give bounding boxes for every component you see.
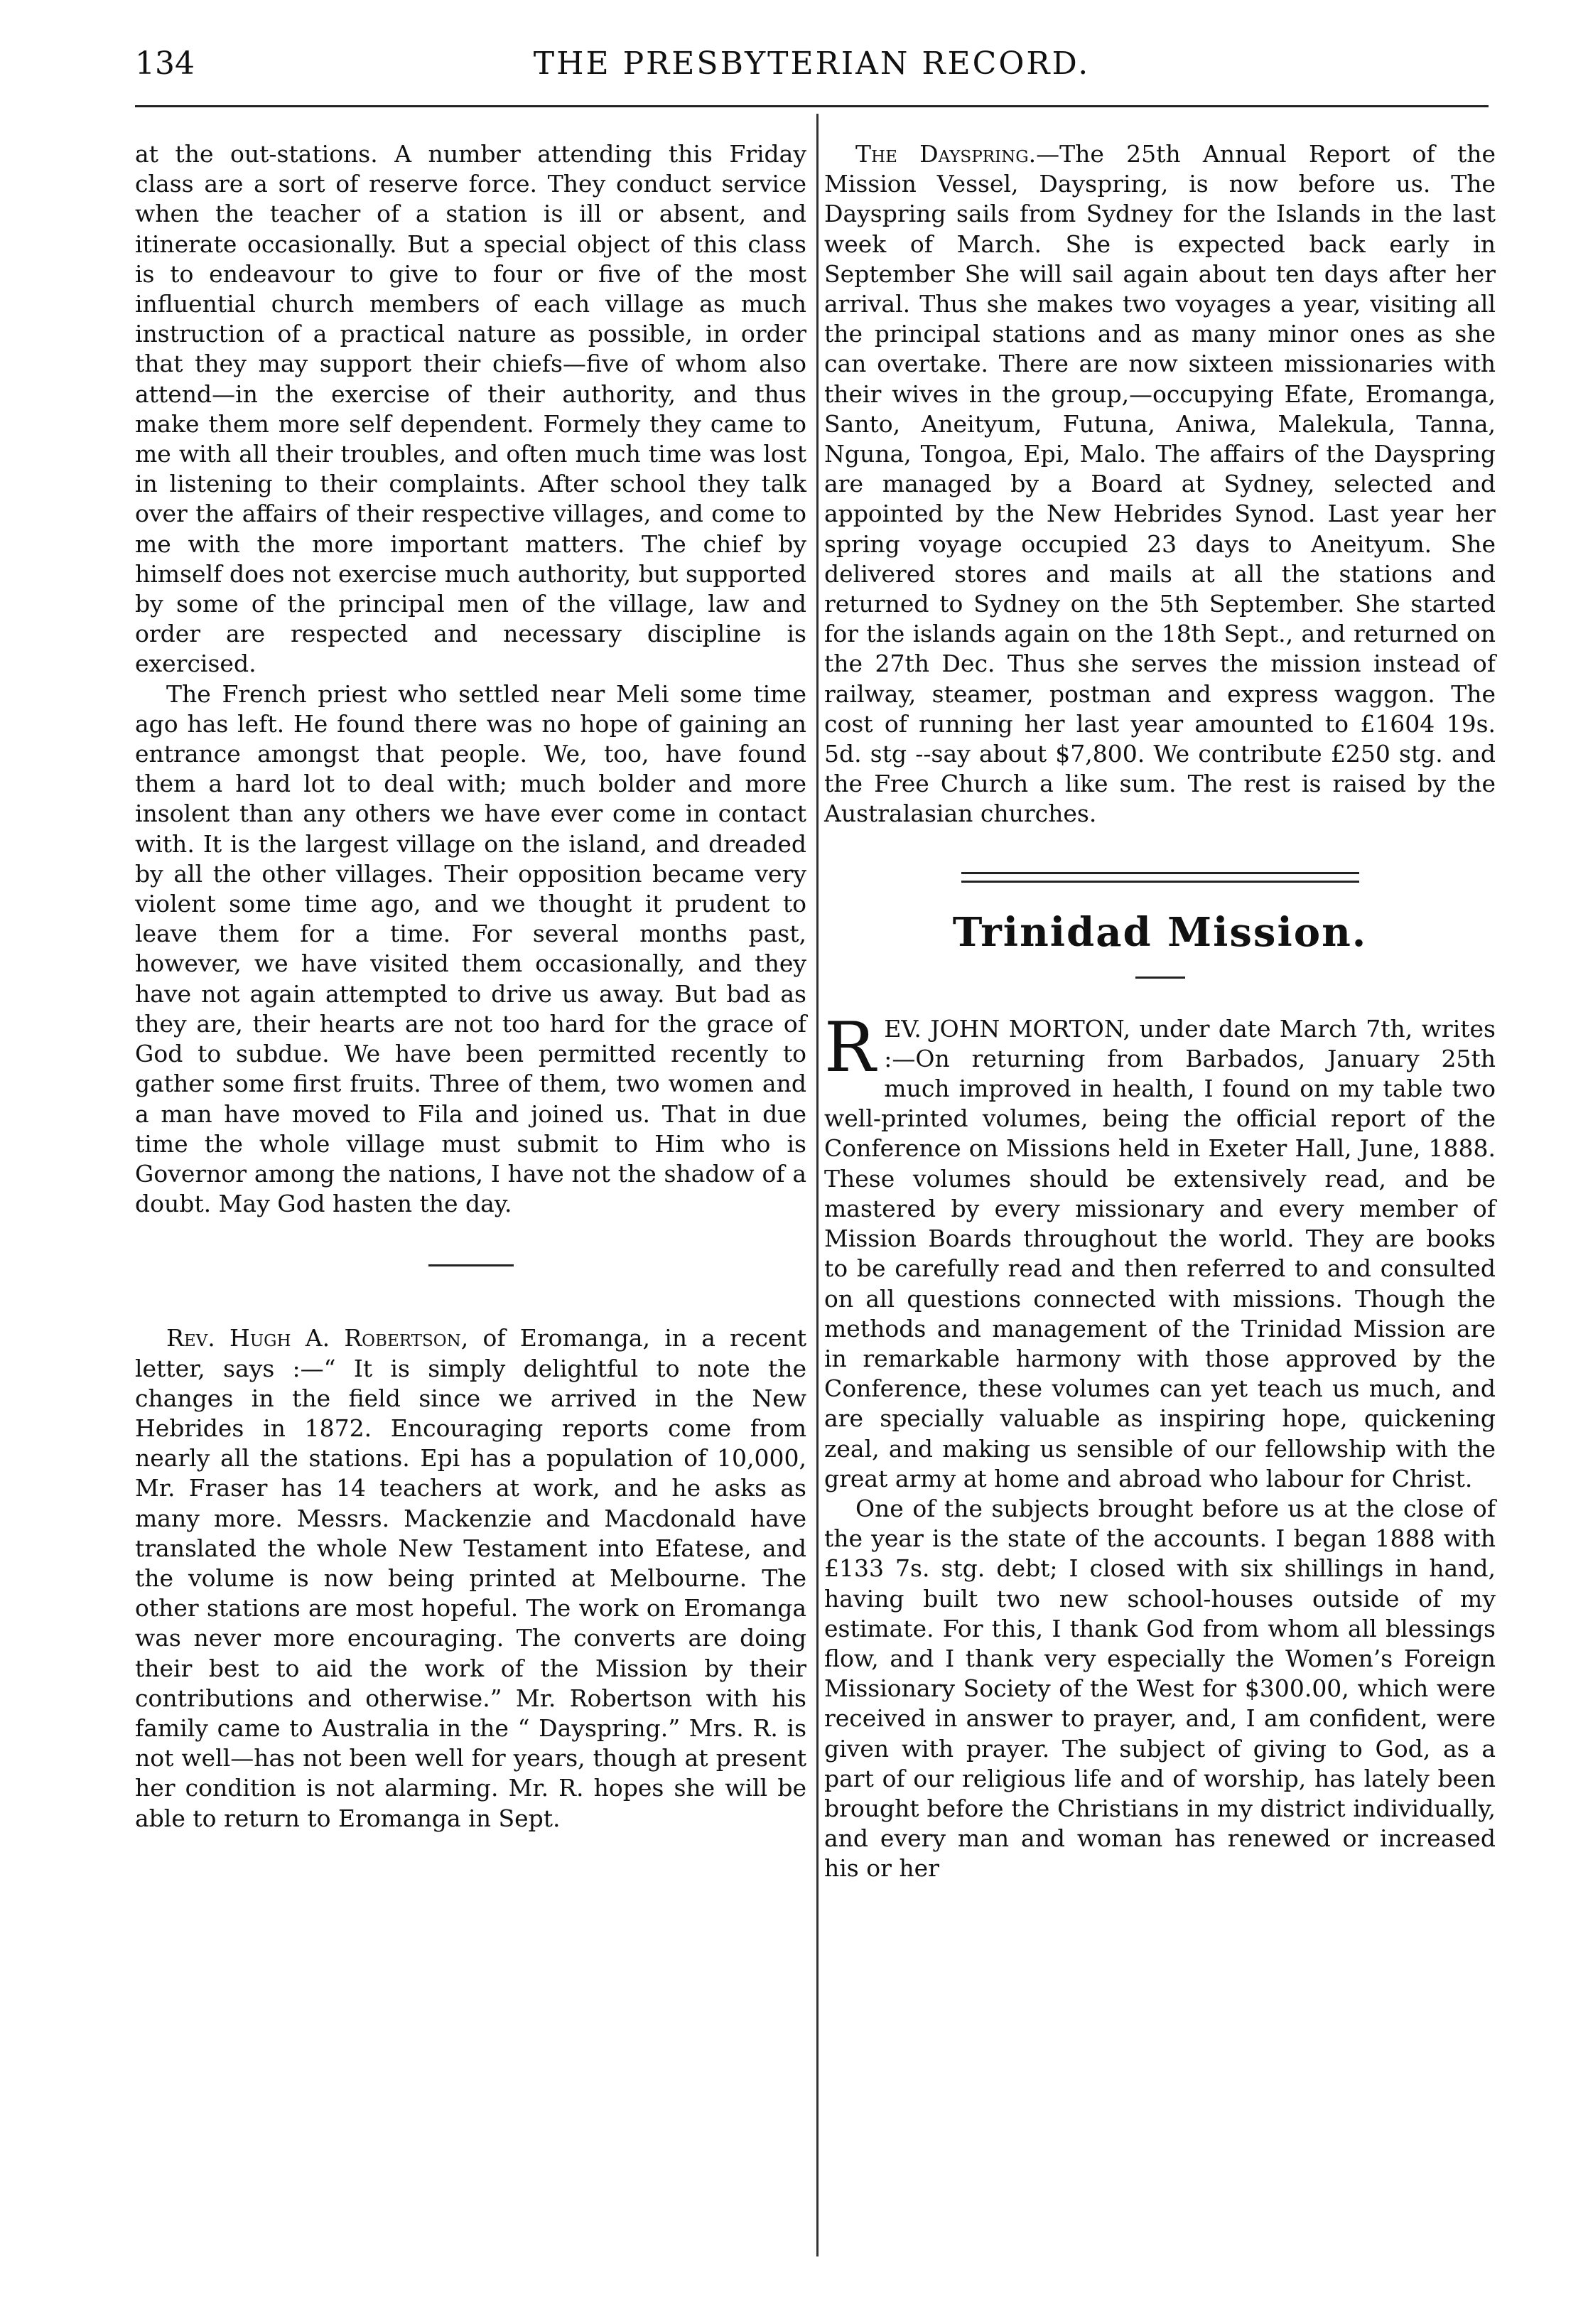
paragraph-body: of Eromanga, in a recent letter, says :—“ It is simply delightful to note the changes in the field since we arrived in the New Hebrides in 1872. Encouraging reports come from nearly all the stations. Epi has a population of 10,000, Mr. Fraser has 14 teachers at work, and he asks as many more. Messrs. Mackenzie and Macdonald have translated the whole New Testament into Efatese, and the volume is now being printed at Melbourne. The other stations are most hopeful. The work on Eromanga was never more encouraging. The converts are doing their best to aid the work of the Mission by their contributions and otherwise.” Mr. Robertson with his family came to Australia in the “ Dayspring.” Mrs. R. is not well—has not been well for years, though at present her condition is not alarming. Mr. R. hopes she will be able to return to Eromanga in Sept. <box>135 1324 806 1832</box>
separator-rule <box>428 1264 514 1266</box>
paragraph <box>135 1323 806 1833</box>
paragraph-lead: Rev. Hugh A. Robertson, <box>166 1324 469 1352</box>
drop-cap: R <box>824 1007 876 1087</box>
left-column <box>135 139 806 1834</box>
paragraph-body: —The 25th Annual Report of the Mission Vessel, Dayspring, is now before us. The Dayspring sails from Sydney for the Islands in the last week of March. She is expected back early in September She will sail again about ten days after her arrival. Thus she makes two voyages a year, visiting all the principal stations and as many minor ones as she can overtake. There are now sixteen missionaries with their wives in the group,—occupying Efate, Eromanga, Santo, Aneityum, Futuna, Aniwa, Malekula, Tanna, Nguna, Tongoa, Epi, Malo. The affairs of the Dayspring are managed by a Board at Sydney, selected and appointed by the New Hebrides Synod. Last year her spring voyage occupied 23 days to Aneityum. She delivered stores and mails at all the stations and returned to Sydney on the 5th September. She started for the islands again on the 18th Sept., and returned on the 27th Dec. Thus she serves the mission instead of railway, steamer, postman and express waggon. The cost of running her last year amounted to £1604 19s. 5d. stg --say about $7,800. We contribute £250 stg. and the Free Church a like sum. The rest is raised by the Australasian churches. <box>824 140 1496 828</box>
heading-rule <box>1135 977 1185 979</box>
right-column <box>824 139 1496 1884</box>
paragraph: One of the subjects brought before us at the close of the year is the state of the accounts. I began 1888 with £133 7s. stg. debt; I closed with six shillings in hand, having built two new school-houses outside of my estimate. For this, I thank God from whom all blessings flow, and I thank very especially the Women’s Foreign Missionary Society of the West for $300.00, which were received in answer to prayer, and, I am confident, were given with prayer. The subject of giving to God, as a part of our religious life and of worship, has lately been brought before the Christians in my district individually, and every man and woman has renewed or increased his or her <box>824 1494 1496 1883</box>
paragraph-body: EV. JOHN MORTON, under date March 7th, writes :—On returning from Barbados, January 25th much improved in health, I found on my table two well-printed volumes, being the official report of the Conference on Missions held in Exeter Hall, June, 1888. These volumes should be extensively read, and be mastered by every missionary and every member of Mission Boards throughout the world. They are books to be carefully read and then referred to and consulted on all questions connected with missions. Though the methods and management of the Trinidad Mission are in remarkable harmony with those approved by the Conference, these volumes can yet teach us much, and are specially valuable as inspiring hope, quickening zeal, and making us sensible of our fellowship with the great army at home and abroad who labour for Christ. <box>824 1014 1496 1492</box>
running-title: THE PRESBYTERIAN RECORD. <box>533 45 1091 82</box>
header-rule <box>135 105 1489 107</box>
page-number: 134 <box>135 45 195 82</box>
section-heading: Trinidad Mission. <box>952 908 1368 956</box>
page-header <box>135 43 1489 85</box>
paragraph: The French priest who settled near Meli some time ago has left. He found there was no hope of gaining an entrance amongst that people. We, too, have found them a hard lot to deal with; much bolder and more insolent than any others we have ever come in contact with. It is the largest village on the island, and dreaded by all the other villages. Their opposition became very violent some time ago, and we thought it prudent to leave them for a time. For several months past, however, we have visited them occasionally, and they have not again attempted to drive us away. But bad as they are, their hearts are not too hard for the grace of God to subdue. We have been permitted recently to gather some first fruits. Three of them, two women and a man have moved to Fila and joined us. That in due time the whole village must submit to Him who is Governor among the nations, I have not the shadow of a doubt. May God hasten the day. <box>135 679 806 1218</box>
paragraph <box>824 1007 1496 1494</box>
column-divider <box>816 114 819 2256</box>
paragraph-lead: The Dayspring. <box>855 140 1037 168</box>
paragraph: at the out-stations. A number attending this Friday class are a sort of reserve force. They conduct service when the teacher of a station is ill or absent, and itinerate occasionally. But a special object of this class is to endeavour to give to four or five of the most influential church members of each village as much instruction of a practical nature as possible, in order that they may support their chiefs—five of whom also attend—in the exercise of their authority, and thus make them more self dependent. Formely they came to me with all their troubles, and often much time was lost in listening to their complaints. After school they talk over the affairs of their respective villages, and come to me with the more important matters. The chief by himself does not exercise much authority, but supported by some of the principal men of the village, law and order are respected and necessary discipline is exercised. <box>135 140 806 678</box>
section-separator <box>961 872 1359 883</box>
paragraph <box>824 139 1496 829</box>
